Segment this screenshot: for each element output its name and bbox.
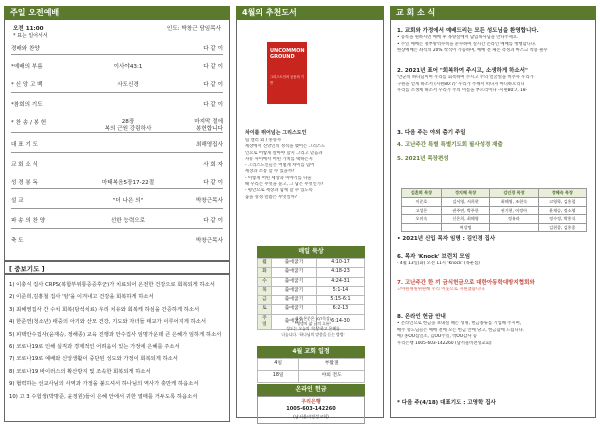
news-item-line: • 주일 예배는 정부방역수칙을 준수하여 실시간 온라인 예배를 병행합니다. <box>397 41 537 47</box>
worship-row-label: 교 회 소 식 <box>11 162 38 168</box>
news-item-title: 2. 2021년 표어 "회복하여 주시고, 소생하게 하소서" <box>397 68 528 74</box>
group-cell <box>402 223 442 232</box>
news-item-line: - 4월 13일(화) 오전 11시 'Knock' (목운점) <box>397 261 480 266</box>
group-header: 정지혜 목장 <box>441 189 489 198</box>
news-item-line: • 등록을 원하시면 예배 후 목양실에서 담임목사님을 만나주세요. <box>397 35 519 40</box>
worship-row-person: 다 같 이 <box>203 218 223 224</box>
news-item <box>397 312 589 347</box>
news-item-title: • 2021년 신입 목자 임명 : 김인경 집사 <box>397 236 496 242</box>
row-divider <box>11 54 223 55</box>
news-item <box>397 154 589 163</box>
group-cell: 고영학, 김홍철 <box>538 198 586 207</box>
news-item-line: 고아원위원위원해 우리 이웃으로 지원했습니다. <box>397 287 486 292</box>
devotion-range: 4:10-17 <box>316 259 364 268</box>
schedule-date: 18일 <box>258 371 299 383</box>
worship-row-person: 다 같 이 <box>203 102 223 108</box>
worship-header: 주일 오전예배 <box>4 6 230 19</box>
book-line: 돕을 성경 말씀은 무엇일까? <box>245 194 298 200</box>
news-item <box>397 26 589 55</box>
worship-row <box>11 62 223 72</box>
devotion-day: 주일 <box>258 314 272 330</box>
schedule-event: 야외 전도 <box>299 371 365 383</box>
row-divider <box>11 228 223 229</box>
news-item-title: 6. 목자 'Knock' 브런치 모임 <box>397 254 471 260</box>
devotion-range: 4:18-23 <box>316 268 364 277</box>
worship-row <box>11 44 223 54</box>
worship-row-person-2: 봉헌합니다 <box>195 126 223 132</box>
group-cell: 오미숙 <box>402 215 442 224</box>
devotion-book: 출애굽기 <box>272 305 317 314</box>
book-line: 세상과 소통 할 수 있을까? <box>245 169 295 175</box>
schedule-row <box>258 359 365 371</box>
prayer-item: 8) 코로나19 바이러스의 확산방지 및 조속한 회복되게 하소서 <box>9 368 151 375</box>
worship-row <box>11 160 223 170</box>
group-cell: 고성은 <box>402 206 442 215</box>
schedule-header: 4월 교회 일정 <box>257 346 365 358</box>
worship-row-detail-2: 복의 근원 강림하사 <box>104 126 152 132</box>
worship-row-person: 마지막 절에 <box>194 119 223 125</box>
news-item-title: 7. 고난주간 한 끼 금식헌금으로 대한아동학대방지협회와 <box>397 280 535 286</box>
devotion-range: 5:15-6:1 <box>316 296 364 305</box>
book-cover-image <box>267 42 307 104</box>
prayer-item: 3) 최해영집사 간 수치 회복(담석치료) 우리 치유와 회복케 하심을 간증하게 하소서 <box>9 306 200 313</box>
devotion-range: 4:24-31 <box>316 277 364 286</box>
offering-header: 온라인 헌금 <box>257 384 365 396</box>
worship-row-label: * 신 앙 고 백 <box>11 82 43 88</box>
worship-row-detail: 마태복음5장17-22절 <box>101 180 155 186</box>
worship-row-detail: 이사야43:1 <box>113 64 143 70</box>
worship-row-label: 파 송 의 찬 양 <box>11 218 46 224</box>
news-item-line: • 온라인으로 헌금을 보내실 때는 성명, 헌금종류를 기입해 주시며, <box>397 321 522 326</box>
row-divider <box>11 132 223 133</box>
devotion-book: 출애굽기 <box>272 277 317 286</box>
worship-row-person: 최해영집사 <box>195 142 223 148</box>
group-cell: 김서영, 서희현 <box>441 198 489 207</box>
prayer-item: 2) 이준희,김홍철 집사 '암'을 이겨내고 건강을 회복하게 하소서 <box>9 294 154 301</box>
news-item-line: 매주 성도님들은 예배 전에 모든 헌금 안에 당고, 헌금함에 드립니다. <box>397 327 525 333</box>
book-title: 차이를 뛰어넘는 그리스도인 <box>245 130 307 136</box>
worship-time: 오전 11:00 <box>13 26 44 32</box>
group-header: 김인경 목장 <box>490 189 538 198</box>
news-item-title: 3. 다음 주는 야외 츰기 주일 <box>397 130 466 136</box>
devotion-range: 6:2-13 <box>316 305 364 314</box>
group-row <box>402 198 587 207</box>
news-item-title: 4. 고난주간 특별 특별기도회 필사성경 재출 <box>397 142 503 148</box>
schedule-row <box>258 371 365 383</box>
offering-bank: 우리은행 <box>301 399 321 405</box>
devotion-book: 출애굽기 <box>272 259 317 268</box>
book-line: 인으로 어떻게 살아야 할지 그리고 믿음과 <box>245 150 323 156</box>
schedule-table <box>257 358 365 383</box>
news-item-title: 5. 2021년 목장편성 <box>397 156 449 162</box>
worship-row-label: 성 경 봉 독 <box>11 180 38 186</box>
prayer-item: 1) 이충식 집사 CRPS(복합부위통증증후군)가 치료되어 온전한 건강으로 회복되게 하소서 <box>9 282 215 288</box>
group-cell: 여상명 <box>441 223 489 232</box>
prayer-item: 9) 협력하는 선교사님의 사역과 가정을 붙드셔서 하나님의 역사가 충만케 하옵소서 <box>9 381 199 388</box>
offering-holder: (남서울비전성교회) <box>293 414 329 419</box>
devotion-row <box>258 268 365 277</box>
group-table <box>401 188 587 232</box>
book-cover-title: UNCOMMON GROUND <box>270 48 305 60</box>
worship-row-label: 설 교 <box>11 198 24 204</box>
devotion-range: 5:1-14 <box>316 286 364 295</box>
worship-row-person: 박창근목사 <box>195 238 223 244</box>
group-cell: 최해영, 조현숙 <box>490 198 538 207</box>
book-line: 팀 켈러 외 / 홍성사 <box>245 138 281 143</box>
prayer-list <box>4 274 230 422</box>
devotion-book: 출애굽기 <box>272 286 317 295</box>
worship-row <box>11 196 223 206</box>
book-cover-subtitle: 그리스도인의 공동의 기반 <box>270 75 304 85</box>
worship-row-label: *예배의 부름 <box>11 64 43 70</box>
news-item-line: 현장예배는 좌석의 20% 착석이 가능하며, 예배 전 체온 측정과 마스크 착용 필수 <box>397 48 548 54</box>
offering-box <box>257 396 365 424</box>
worship-row-detail: 사도신경 <box>117 82 139 88</box>
news-item-line: 구원을 얻게 하소서 (시편80:7)' 우리가 주께서 떠나지 아니하오리니 <box>397 81 525 87</box>
middle-column <box>236 6 384 418</box>
row-divider <box>11 92 223 93</box>
book-section <box>236 19 384 418</box>
devotion-book: 출애굽기 <box>272 314 317 330</box>
news-item <box>397 66 589 95</box>
devotion-day: 월 <box>258 259 272 268</box>
worship-row <box>11 140 223 150</box>
prayer-item: 4) 한준연(청소년) 태중의 아기와 산모 건강, 기도와 자녀들 태교가 이루어지게 하소서 <box>9 319 206 326</box>
worship-row-label: * 찬 송 / 봉 헌 <box>11 120 47 126</box>
group-cell: 신은희, 최해영 <box>441 215 489 224</box>
worship-row <box>11 216 223 226</box>
prayer-header: [ 중보기도 ] <box>4 261 230 274</box>
offering-account: 1005-603-142260 <box>286 406 336 412</box>
news-item <box>397 278 589 294</box>
devotion-row <box>258 277 365 286</box>
group-row <box>402 206 587 215</box>
prayer-item: 5) 피택안수집사(윤재승, 정해종) 교육 진행과 안수집사 임명가운데 큰 은혜가 임하게 하소서 <box>9 331 222 338</box>
devotion-note-line: 성경 본문은 (QT묵상) <box>294 316 332 321</box>
worship-row-detail: "더 나은 의" <box>112 198 144 204</box>
devotion-day: 토 <box>258 305 272 314</box>
prayer-item: 7) 코로나19로 예배와 신앙생활이 중단된 성도와 가정이 회복되게 하소서 <box>9 356 178 363</box>
group-row <box>402 223 587 232</box>
news-item-title: 1. 교회와 가정에서 예배드리는 모든 성도님을 환영합니다. <box>397 28 539 34</box>
worship-row <box>11 236 223 246</box>
worship-row-detail: 선한 능력으로 <box>110 218 146 224</box>
group-cell: 윤재승, 정소영 <box>538 206 586 215</box>
news-item <box>397 140 589 149</box>
group-cell: 권주연, 박주한 <box>441 206 489 215</box>
book-line: - 평안으로 세상과 함께 할 수 있도록 <box>245 188 313 194</box>
worship-row-person: 다 같 이 <box>203 82 223 88</box>
schedule-date: 4일 <box>258 359 299 371</box>
news-header: 교 회 소 식 <box>390 6 596 19</box>
prayer-item: 6) 코로나19로 인해 실직과 경제적인 어려움이 있는 가정에 은혜를 주소서 <box>9 344 180 351</box>
news-item-title: * 다음 주(4/18) 대표기도 : 고영학 집사 <box>397 400 496 406</box>
devotion-row <box>258 305 365 314</box>
book-line: 자유 사이에서 어떤 가치를 택하는지 <box>245 156 313 162</box>
worship-row <box>11 100 223 110</box>
devotion-note-line: "생명의 삶 글의 흐름" <box>294 321 332 327</box>
news-item-line: 우리를 소생케 하소서 우리가 주의 이름을 부르리이다 -시편80:7, 18- <box>397 88 528 94</box>
devotion-row <box>258 286 365 295</box>
group-cell: 정수정, 박홍식 <box>538 215 586 224</box>
worship-row-person: 다 같 이 <box>203 180 223 186</box>
standing-note: * 표는 일어서서 <box>13 33 48 39</box>
worship-row-person: 박창근목사 <box>195 198 223 204</box>
news-column <box>390 6 596 418</box>
row-divider <box>11 152 223 153</box>
row-divider <box>11 188 223 189</box>
worship-row-label: 축 도 <box>11 238 24 244</box>
group-header: 정혜숙 목장 <box>538 189 586 198</box>
book-line: - 그리스도인들은 어떻게 차이를 넘어 <box>245 163 315 169</box>
devotion-note <box>261 316 365 337</box>
devotion-row <box>258 296 365 305</box>
worship-leader: 인도: 박창근 담임목사 <box>166 26 221 32</box>
daily-devotion-header: 매일 묵상 <box>257 246 365 258</box>
group-cell: 김현종, 김홍종 <box>538 223 586 232</box>
devotion-day: 금 <box>258 296 272 305</box>
devotion-book: 출애굽기 <box>272 296 317 305</box>
news-item <box>397 252 589 268</box>
news-item-line: '만군의 하나님이여 우리를 회복하여 주시고 주의 얼굴빛을 비추사 우리가 <box>397 75 534 80</box>
group-cell: 권기현, 어정아 <box>490 206 538 215</box>
prayer-item: 10) 고 3 수험생(박명준, 윤정원)들이 은혜 안에서 귀한 열매를 거두도록 하옵소서 <box>9 393 198 400</box>
schedule-event: 부활절 <box>299 359 365 371</box>
devotion-day: 목 <box>258 286 272 295</box>
book-description <box>245 138 379 201</box>
news-item-title: 8. 온라인 헌금 안내 <box>397 314 446 320</box>
book-line: 때 우리는 무엇을 묻고, 그 답은 무엇인가? <box>245 182 324 188</box>
group-header-row <box>402 189 587 198</box>
news-item <box>397 398 589 407</box>
devotion-row <box>258 259 365 268</box>
worship-order <box>4 19 230 261</box>
worship-row <box>11 178 223 188</box>
devotion-range: 6:14-30 <box>316 314 364 330</box>
worship-row <box>11 118 223 132</box>
group-cell <box>490 223 538 232</box>
group-header: 김혼희 목장 <box>402 189 442 198</box>
devotion-note-line: 나눔니다. '하나님의 말씀을 듣는 방법' <box>281 331 345 337</box>
news-item-line: 예) 홍OO십일조, 김OO주일, 박OO감사 등 <box>397 334 477 340</box>
group-cell: 정유라 <box>490 215 538 224</box>
news-item <box>397 128 589 137</box>
worship-row-person: 다 같 이 <box>203 64 223 70</box>
devotion-day: 수 <box>258 277 272 286</box>
news-section <box>390 19 596 418</box>
worship-row <box>11 80 223 90</box>
book-header: 4월의 추천도서 <box>236 6 384 19</box>
worship-row-label: 경배와 찬양 <box>11 46 40 52</box>
book-line: 세상에서 신앙인의 정직을 맺어는 그리스도 <box>245 144 326 150</box>
devotion-book: 출애굽기 <box>272 268 317 277</box>
worship-row-detail: 28장 <box>121 119 135 125</box>
worship-row-label: 대 표 기 도 <box>11 142 38 148</box>
worship-row-label: *참회의 기도 <box>11 102 43 108</box>
devotion-day: 화 <box>258 268 272 277</box>
worship-row-person: 다 같 이 <box>203 46 223 52</box>
worship-column <box>4 6 230 418</box>
news-item <box>397 234 589 243</box>
worship-row-person: 사 회 자 <box>203 162 223 168</box>
news-item-line: 우리은행 1005-603-142260 (남서울비전성교회) <box>397 340 492 346</box>
book-line: - 이렇게 어떤 세상과 이야기를 나눌 <box>245 175 312 181</box>
group-row <box>402 215 587 224</box>
group-cell: 이준호 <box>402 198 442 207</box>
devotion-note-line: 성도는 오늘의 '묵상'하고 은혜를 <box>286 326 340 332</box>
row-divider <box>11 208 223 209</box>
